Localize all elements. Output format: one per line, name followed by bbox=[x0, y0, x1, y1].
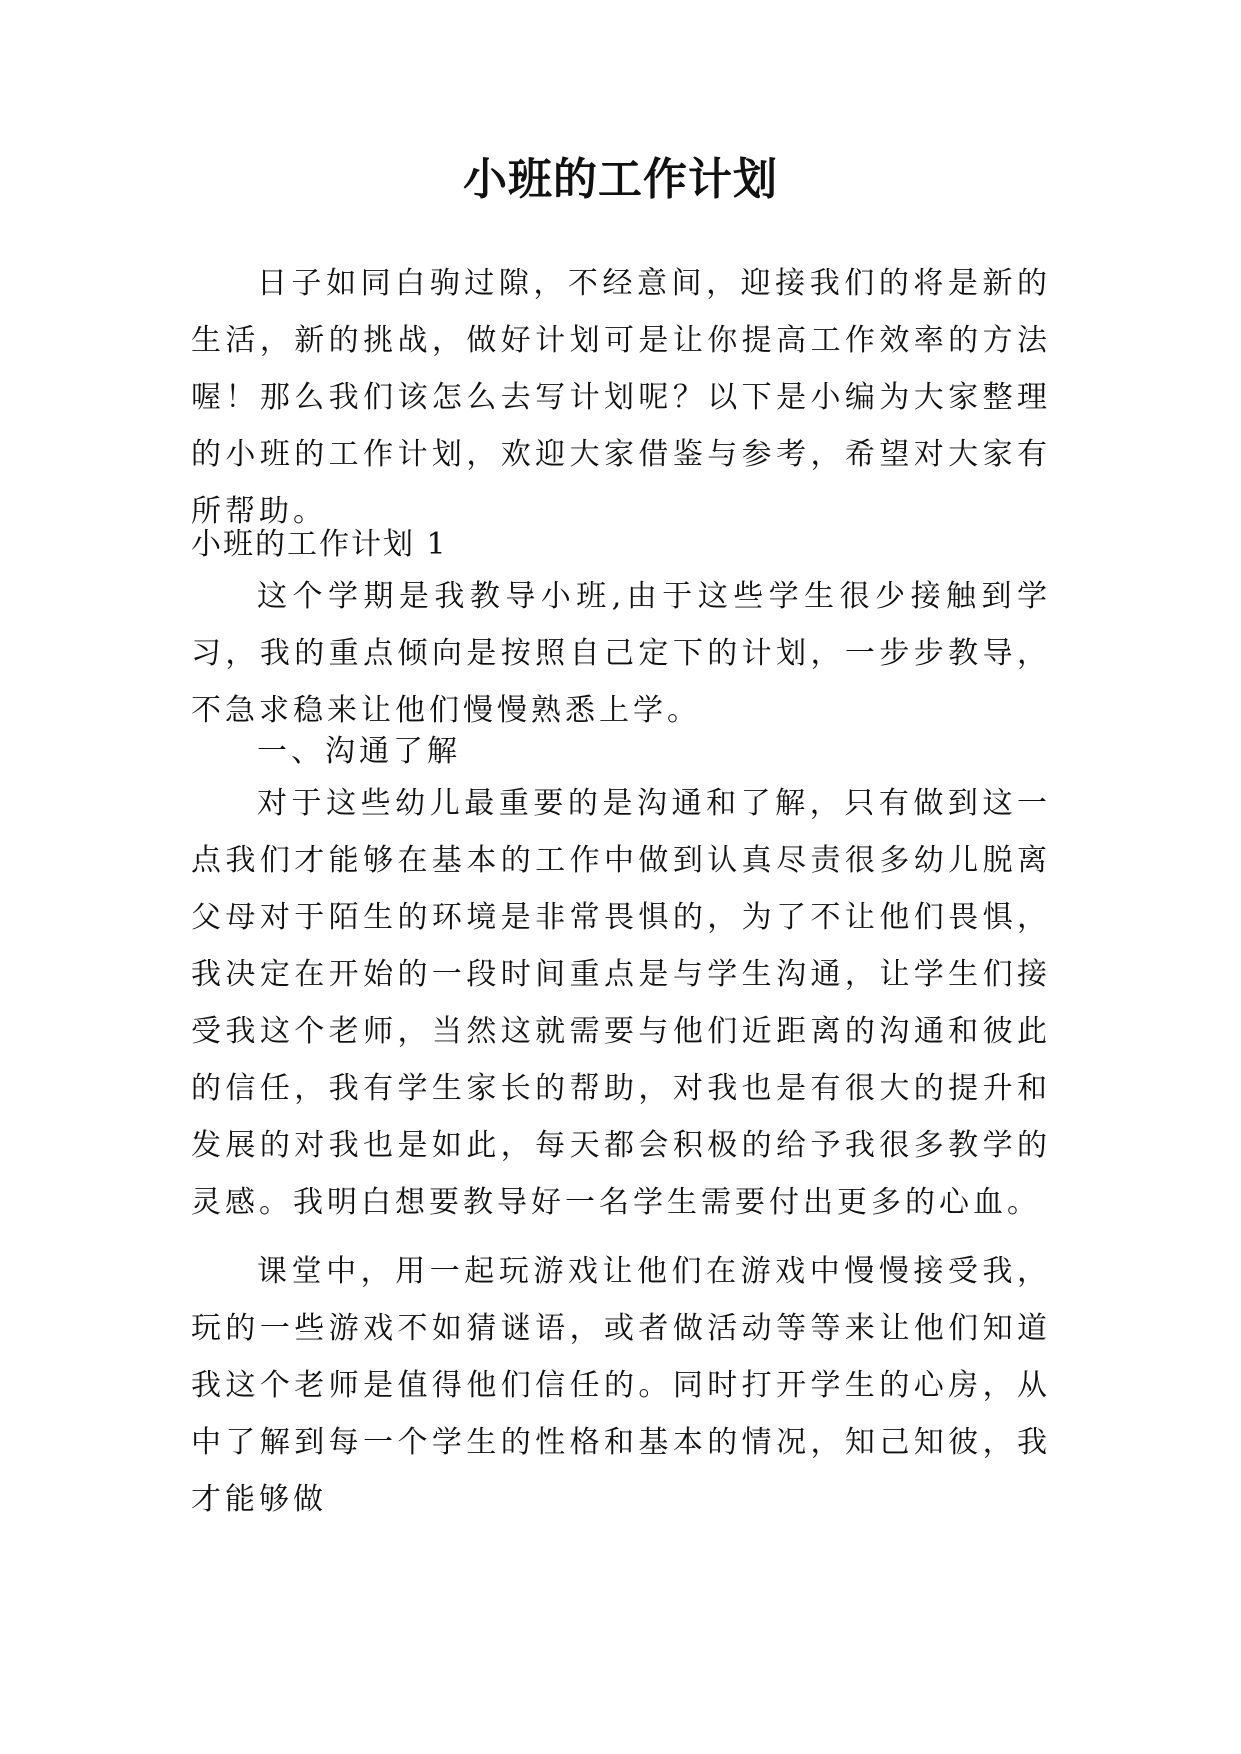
intro-paragraph: 日子如同白驹过隙，不经意间，迎接我们的将是新的生活，新的挑战，做好计划可是让你提高工作效率的方法喔！那么我们该怎么去写计划呢？以下是小编为大家整理的小班的工作计划，欢迎大家借鉴与参考，希望对大家有所帮助。 bbox=[191, 266, 1051, 529]
section-title: 小班的工作计划 1 bbox=[191, 527, 448, 562]
document-title: 小班的工作计划 bbox=[463, 154, 778, 205]
paragraph-2: 对于这些幼儿最重要的是沟通和了解，只有做到这一点我们才能够在基本的工作中做到认真尽责很多幼儿脱离父母对于陌生的环境是非常畏惧的，为了不让他们畏惧，我决定在开始的一段时间重点是与学生沟通，让学生们接受我这个老师，当然这就需要与他们近距离的沟通和彼此的信任，我有学生家长的帮助，对我也是有很大的提升和发展的对我也是如此，每天都会积极的给予我很多教学的灵感。我明白想要教导好一名学生需要付出更多的心血。 bbox=[191, 786, 1051, 1220]
paragraph-3: 课堂中，用一起玩游戏让他们在游戏中慢慢接受我，玩的一些游戏不如猜谜语，或者做活动等等来让他们知道我这个老师是值得他们信任的。同时打开学生的心房，从中了解到每一个学生的性格和基本的情况，知己知彼，我才能够做 bbox=[191, 1254, 1051, 1517]
subheading-1: 一、沟通了解 bbox=[257, 734, 461, 769]
paragraph-1: 这个学期是我教导小班,由于这些学生很少接触到学习，我的重点倾向是按照自己定下的计划，一步步教导，不急求稳来让他们慢慢熟悉上学。 bbox=[191, 579, 1051, 728]
